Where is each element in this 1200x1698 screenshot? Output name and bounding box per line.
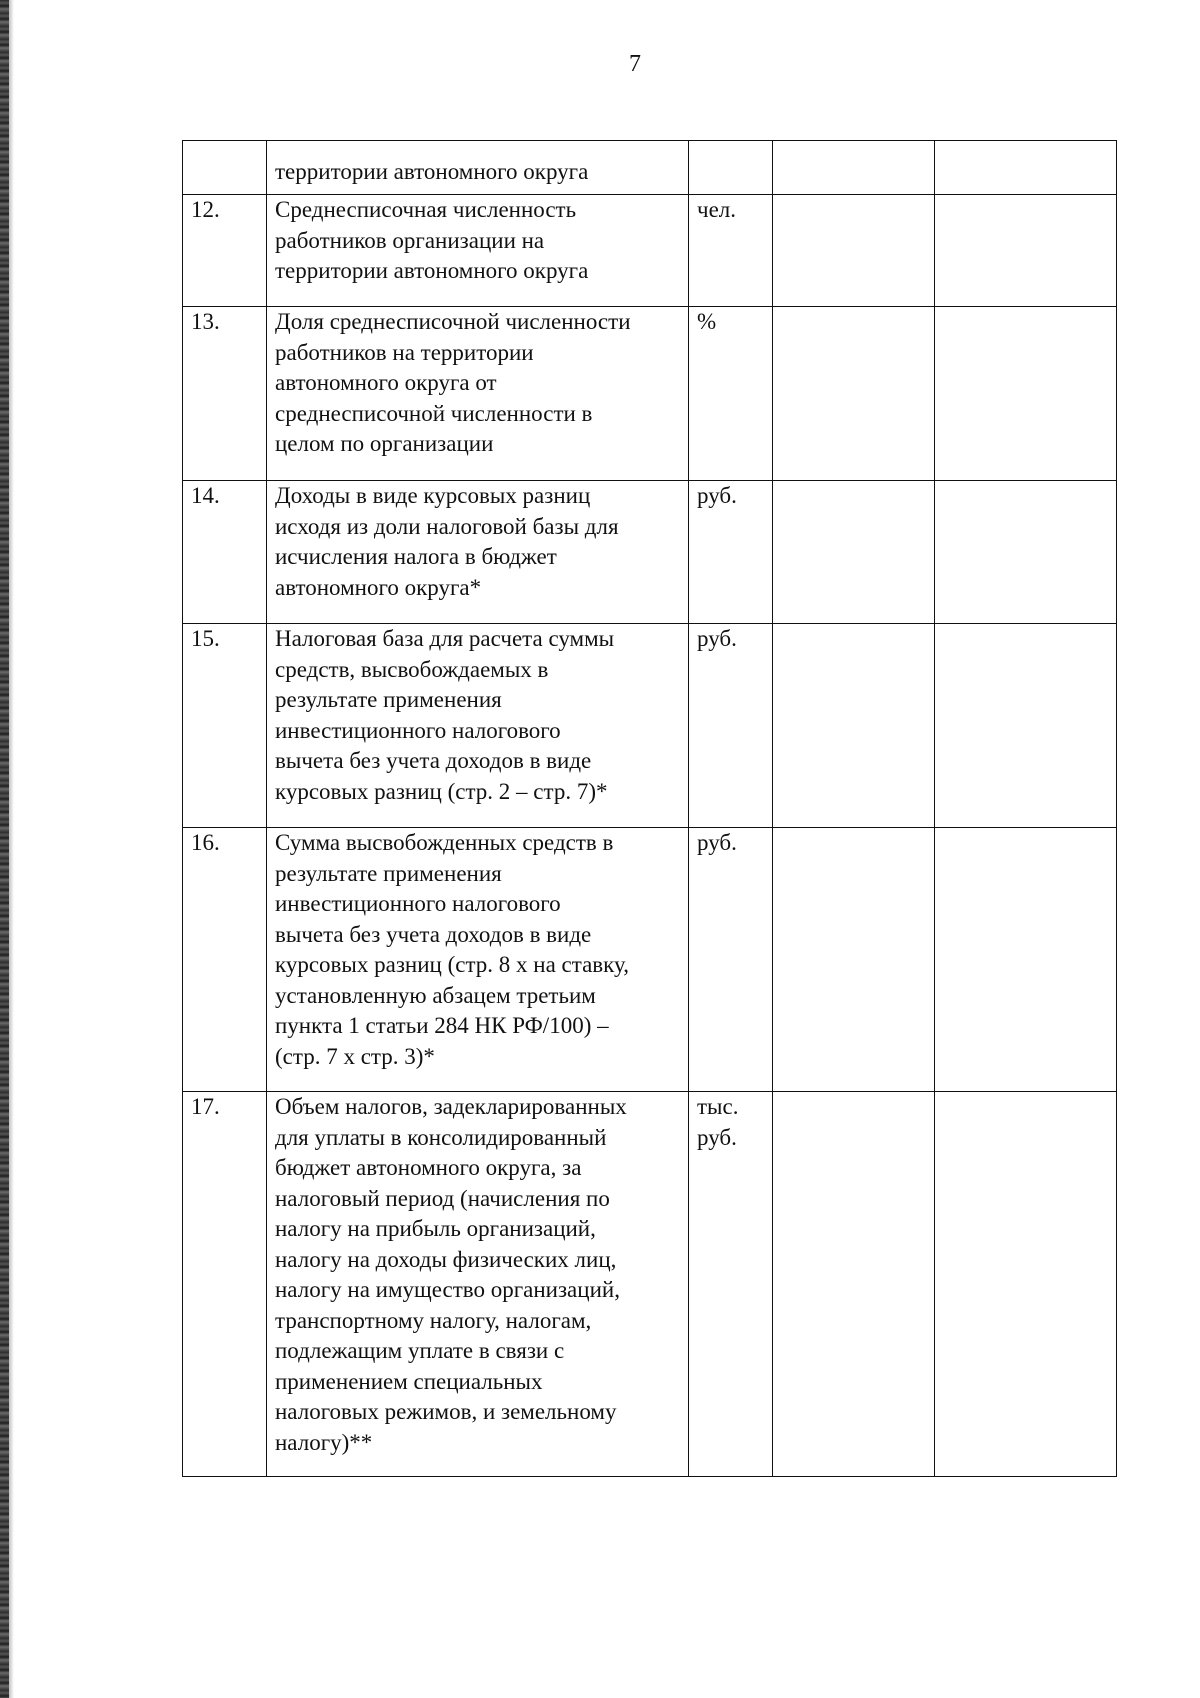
row-number-cell: 16. [183, 828, 267, 1092]
unit-line: руб. [697, 483, 737, 508]
value-cell-2 [935, 828, 1117, 1092]
unit-cell [689, 307, 773, 481]
unit-cell [689, 141, 773, 195]
indicator-name-line: результате применения [275, 687, 502, 712]
value-cell-2 [935, 307, 1117, 481]
table-row [183, 141, 1117, 195]
page-number: 7 [629, 51, 641, 77]
indicator-name-cell [267, 1092, 689, 1477]
indicator-name-line: налогу на прибыль организаций, [275, 1216, 596, 1241]
indicators-table-body [183, 141, 1117, 1477]
indicator-name-line: средств, высвобождаемых в [275, 656, 549, 682]
unit-cell [689, 828, 773, 1092]
row-number-cell: 14. [183, 481, 267, 624]
indicator-name-line: автономного округа* [275, 574, 482, 600]
unit-cell [689, 481, 773, 624]
indicator-name-line: транспортному налогу, налогам, [275, 1307, 592, 1333]
row-number-cell: 12. [183, 195, 267, 307]
row-number-cell: 15. [183, 624, 267, 828]
table-row [183, 828, 1117, 1092]
indicator-name-line: подлежащим уплате в связи с [275, 1338, 565, 1363]
indicator-name-line: пункта 1 статьи 284 НК РФ/100) – [275, 1013, 609, 1038]
indicator-name-line: (стр. 7 х стр. 3)* [275, 1043, 435, 1069]
value-cell-2 [935, 624, 1117, 828]
value-cell-1 [773, 141, 935, 195]
indicator-name-line: Среднесписочная численность [275, 197, 577, 222]
indicator-name-line: Налоговая база для расчета суммы [275, 626, 615, 651]
scan-edge-fade [9, 0, 14, 1698]
indicator-name-line: курсовых разниц (стр. 2 – стр. 7)* [275, 778, 608, 804]
indicator-name-line: инвестиционного налогового [275, 717, 561, 743]
indicator-name-line: среднесписочной численности в [275, 400, 593, 426]
indicator-name-cell [267, 481, 689, 624]
indicator-name-line: Доходы в виде курсовых разниц [275, 483, 591, 508]
indicator-name-line: Доля среднесписочной численности [275, 309, 631, 334]
value-cell-1 [773, 307, 935, 481]
value-cell-2 [935, 195, 1117, 307]
table-row [183, 624, 1117, 828]
value-cell-2 [935, 1092, 1117, 1477]
indicator-name-line: для уплаты в консолидированный [275, 1124, 607, 1150]
row-number-cell: 17. [183, 1092, 267, 1477]
indicator-name-line: территории автономного округа [275, 258, 589, 283]
table-row [183, 195, 1117, 307]
indicator-name-line: курсовых разниц (стр. 8 х на ставку, [275, 952, 629, 977]
value-cell-2 [935, 481, 1117, 624]
unit-line: руб. [697, 1124, 737, 1150]
unit-cell [689, 195, 773, 307]
indicator-name-cell [267, 141, 689, 195]
value-cell-1 [773, 828, 935, 1092]
unit-line: руб. [697, 830, 737, 855]
indicator-name-line: налогу на имущество организаций, [275, 1277, 620, 1302]
unit-line: руб. [697, 626, 737, 651]
unit-line: тыс. [697, 1094, 739, 1119]
value-cell-1 [773, 1092, 935, 1477]
row-number-cell: 13. [183, 307, 267, 481]
indicator-name-line: налогу)** [275, 1429, 373, 1455]
indicators-table [182, 140, 1117, 1477]
indicator-name-line: результате применения [275, 860, 502, 886]
indicator-name-line: исчисления налога в бюджет [275, 544, 557, 569]
indicator-name-line: налоговый период (начисления по [275, 1185, 610, 1211]
table-row [183, 307, 1117, 481]
indicator-name-cell [267, 307, 689, 481]
indicator-name-line: исходя из доли налоговой базы для [275, 513, 619, 539]
indicator-name-line: автономного округа от [275, 370, 497, 395]
row-number-cell [183, 141, 267, 195]
indicator-name-line: бюджет автономного округа, за [275, 1155, 582, 1180]
indicator-name-line: налогу на доходы физических лиц, [275, 1246, 617, 1272]
value-cell-1 [773, 195, 935, 307]
unit-cell [689, 1092, 773, 1477]
table-row [183, 481, 1117, 624]
indicator-name-line: вычета без учета доходов в виде [275, 748, 592, 773]
unit-line: чел. [697, 197, 737, 222]
indicator-name-line: работников организации на [275, 227, 545, 253]
indicator-name-line: целом по организации [275, 431, 494, 456]
table-row [183, 1092, 1117, 1477]
indicator-name-line: Объем налогов, задекларированных [275, 1094, 627, 1119]
indicator-name-line: вычета без учета доходов в виде [275, 921, 592, 947]
indicator-name-line: установленную абзацем третьим [275, 982, 596, 1008]
value-cell-1 [773, 481, 935, 624]
indicator-name-line: работников на территории [275, 339, 534, 365]
indicator-name-cell [267, 828, 689, 1092]
indicator-name-line: налоговых режимов, и земельному [275, 1399, 617, 1424]
indicator-name-cell [267, 624, 689, 828]
indicator-name-cell [267, 195, 689, 307]
unit-cell [689, 624, 773, 828]
indicator-name-line: инвестиционного налогового [275, 891, 561, 916]
unit-line: % [697, 309, 717, 334]
value-cell-2 [935, 141, 1117, 195]
indicator-name-line: применением специальных [275, 1368, 543, 1394]
indicator-name-line: территории автономного округа [275, 159, 589, 184]
scan-edge-shadow [0, 0, 9, 1698]
value-cell-1 [773, 624, 935, 828]
indicator-name-line: Сумма высвобожденных средств в [275, 830, 614, 855]
